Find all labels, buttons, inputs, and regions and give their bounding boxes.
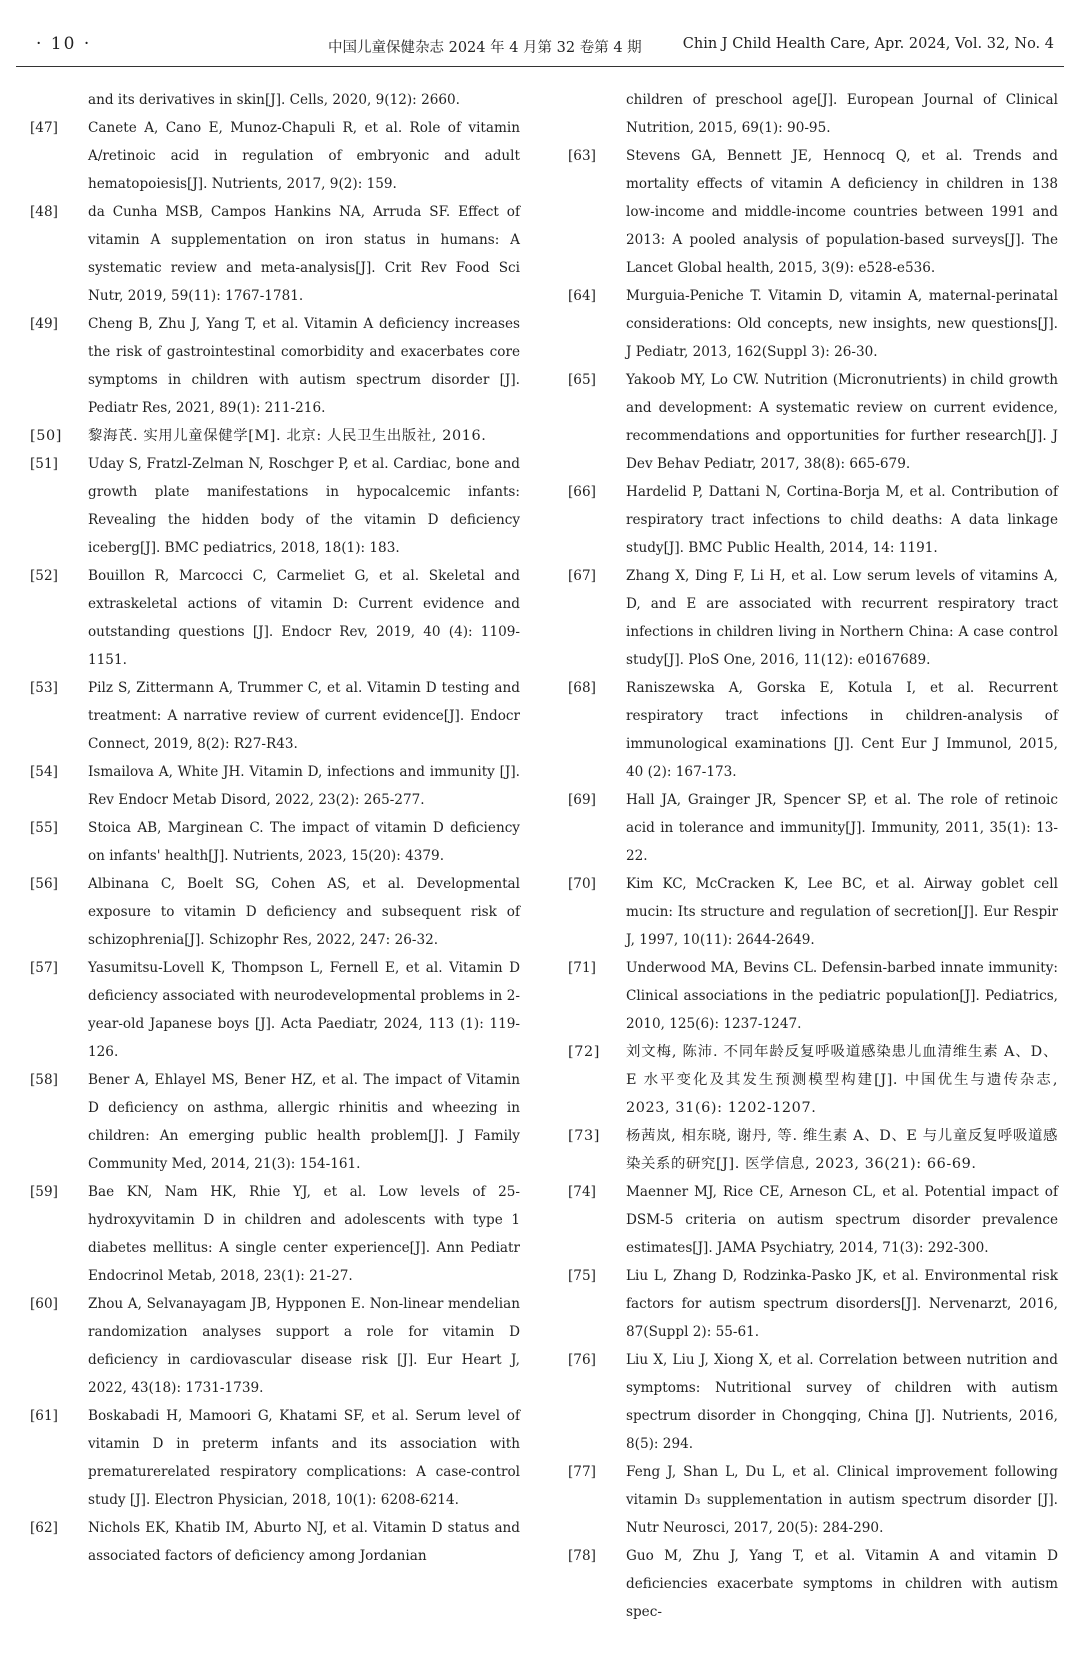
reference-number: [63] xyxy=(568,148,596,164)
reference-text: Stevens GA, Bennett JE, Hennocq Q, et al. Trends and mortality effects of vitamin A deficiency in children in 138 low-income and middle-income countries between 1991 and 2013: A pooled analysis of population-based surveys[J]. The Lancet Global health, 2015, 3(9): e528-e536. xyxy=(626,148,1058,276)
reference-text: Yasumitsu-Lovell K, Thompson L, Fernell E, et al. Vitamin D deficiency associated with neurodevelopmental problems in 2-year-old Japanese boys [J]. Acta Paediatr, 2024, 113 (1): 119-126. xyxy=(88,960,520,1060)
reference-number: [59] xyxy=(30,1184,58,1200)
reference-text: Ismailova A, White JH. Vitamin D, infections and immunity [J]. Rev Endocr Metab Disord, 2022, 23(2): 265-277. xyxy=(88,764,520,808)
reference-item xyxy=(30,114,520,198)
reference-number: [72] xyxy=(568,1044,600,1060)
reference-number: [70] xyxy=(568,876,596,892)
reference-text: Zhou A, Selvanayagam JB, Hypponen E. Non-linear mendelian randomization analyses support a role for vitamin D deficiency in cardiovascular disease risk [J]. Eur Heart J, 2022, 43(18): 1731-1739. xyxy=(88,1296,520,1396)
reference-text: Cheng B, Zhu J, Yang T, et al. Vitamin A deficiency increases the risk of gastrointestinal comorbidity and exacerbates core symptoms in children with autism spectrum disorder [J]. Pediatr Res, 2021, 89(1): 211-216. xyxy=(88,316,520,416)
reference-item xyxy=(30,870,520,954)
reference-number: [71] xyxy=(568,960,596,976)
reference-item xyxy=(568,954,1058,1038)
reference-number: [64] xyxy=(568,288,596,304)
reference-text: Uday S, Fratzl-Zelman N, Roschger P, et al. Cardiac, bone and growth plate manifestations in hypocalcemic infants: Revealing the hidden body of the vitamin D deficiency iceberg[J]. BMC pediatrics, 2018, 18(1): 183. xyxy=(88,456,520,556)
reference-text: Liu L, Zhang D, Rodzinka-Pasko JK, et al. Environmental risk factors for autism spectrum disorders[J]. Nervenarzt, 2016, 87(Suppl 2): 55-61. xyxy=(626,1268,1058,1340)
reference-item xyxy=(30,198,520,310)
reference-item xyxy=(568,1458,1058,1542)
reference-number: [60] xyxy=(30,1296,58,1312)
reference-item xyxy=(568,1262,1058,1346)
reference-item xyxy=(30,1178,520,1290)
reference-item xyxy=(568,1178,1058,1262)
reference-item xyxy=(30,674,520,758)
reference-item xyxy=(568,142,1058,282)
reference-number: [58] xyxy=(30,1072,58,1088)
reference-item xyxy=(568,282,1058,366)
reference-text: Underwood MA, Bevins CL. Defensin-barbed innate immunity: Clinical associations in the pediatric population[J]. Pediatrics, 2010, 125(6): 1237-1247. xyxy=(626,960,1058,1032)
reference-number: [68] xyxy=(568,680,596,696)
reference-text: Feng J, Shan L, Du L, et al. Clinical improvement following vitamin D₃ supplementation in autism spectrum disorder [J]. Nutr Neurosci, 2017, 20(5): 284-290. xyxy=(626,1464,1058,1536)
reference-item xyxy=(30,450,520,562)
reference-item xyxy=(30,1066,520,1178)
references-left-column xyxy=(30,86,520,1570)
reference-number: [67] xyxy=(568,568,596,584)
reference-text: da Cunha MSB, Campos Hankins NA, Arruda SF. Effect of vitamin A supplementation on iron status in humans: A systematic review and meta-analysis[J]. Crit Rev Food Sci Nutr, 2019, 59(11): 1767-1781. xyxy=(88,204,520,304)
references-right-column xyxy=(568,86,1058,1626)
reference-item xyxy=(30,1290,520,1402)
reference-number: [54] xyxy=(30,764,58,780)
reference-text: Bouillon R, Marcocci C, Carmeliet G, et al. Skeletal and extraskeletal actions of vitamin D: Current evidence and outstanding questions [J]. Endocr Rev, 2019, 40 (4): 1109-1151. xyxy=(88,568,520,668)
reference-item xyxy=(568,674,1058,786)
reference-item xyxy=(30,758,520,814)
reference-text: Albinana C, Boelt SG, Cohen AS, et al. Developmental exposure to vitamin D deficiency and subsequent risk of schizophrenia[J]. Schizophr Res, 2022, 247: 26-32. xyxy=(88,876,520,948)
reference-number: [47] xyxy=(30,120,58,136)
reference-number: [53] xyxy=(30,680,58,696)
reference-number: [50] xyxy=(30,428,62,444)
reference-number: [76] xyxy=(568,1352,596,1368)
reference-item xyxy=(568,1038,1058,1122)
reference-number: [62] xyxy=(30,1520,58,1536)
reference-number: [78] xyxy=(568,1548,596,1564)
reference-text: children of preschool age[J]. European Journal of Clinical Nutrition, 2015, 69(1): 90-95. xyxy=(626,92,1058,136)
reference-text: Liu X, Liu J, Xiong X, et al. Correlation between nutrition and symptoms: Nutritional survey of children with autism spectrum disorder in Chongqing, China [J]. Nutrients, 2016, 8(5): 294. xyxy=(626,1352,1058,1452)
reference-number: [57] xyxy=(30,960,58,976)
reference-text: Nichols EK, Khatib IM, Aburto NJ, et al. Vitamin D status and associated factors of deficiency among Jordanian xyxy=(88,1520,520,1564)
reference-number: [65] xyxy=(568,372,596,388)
reference-number: [69] xyxy=(568,792,596,808)
reference-text: Murguia-Peniche T. Vitamin D, vitamin A, maternal-perinatal considerations: Old concepts, new insights, new questions[J]. J Pediatr, 2013, 162(Suppl 3): 26-30. xyxy=(626,288,1058,360)
reference-text: Yakoob MY, Lo CW. Nutrition (Micronutrients) in child growth and development: A systematic review on current evidence, recommendations and opportunities for further research[J]. J Dev Behav Pediatr, 2017, 38(8): 665-679. xyxy=(626,372,1058,472)
reference-text: Zhang X, Ding F, Li H, et al. Low serum levels of vitamins A, D, and E are associated with recurrent respiratory tract infections in children living in Northern China: A case control study[J]. PloS One, 2016, 11(12): e0167689. xyxy=(626,568,1058,668)
journal-title-en: Chin J Child Health Care, Apr. 2024, Vol. 32, No. 4 xyxy=(682,36,1054,52)
reference-number: [77] xyxy=(568,1464,596,1480)
reference-number: [56] xyxy=(30,876,58,892)
reference-text: Stoica AB, Marginean C. The impact of vitamin D deficiency on infants' health[J]. Nutrients, 2023, 15(20): 4379. xyxy=(88,820,520,864)
reference-number: [74] xyxy=(568,1184,596,1200)
reference-item xyxy=(568,1542,1058,1626)
reference-number: [51] xyxy=(30,456,58,472)
reference-text: Kim KC, McCracken K, Lee BC, et al. Airway goblet cell mucin: Its structure and regulation of secretion[J]. Eur Respir J, 1997, 10(11): 2644-2649. xyxy=(626,876,1058,948)
reference-item xyxy=(568,562,1058,674)
reference-number: [48] xyxy=(30,204,58,220)
reference-text: Hardelid P, Dattani N, Cortina-Borja M, et al. Contribution of respiratory tract infections to child deaths: A data linkage study[J]. BMC Public Health, 2014, 14: 1191. xyxy=(626,484,1058,556)
reference-text: Boskabadi H, Mamoori G, Khatami SF, et al. Serum level of vitamin D in preterm infants and its association with prematurerelated respiratory complications: A case-control study [J]. Electron Physician, 2018, 10(1): 6208-6214. xyxy=(88,1408,520,1508)
reference-text: and its derivatives in skin[J]. Cells, 2020, 9(12): 2660. xyxy=(88,92,461,108)
reference-text: 杨茜岚, 相东晓, 谢丹, 等. 维生素 A、D、E 与儿童反复呼吸道感染关系的研究[J]. 医学信息, 2023, 36(21): 66-69. xyxy=(626,1128,1058,1172)
reference-item xyxy=(568,1346,1058,1458)
reference-item xyxy=(568,478,1058,562)
reference-item xyxy=(30,86,520,114)
reference-number: [55] xyxy=(30,820,58,836)
reference-text: Bener A, Ehlayel MS, Bener HZ, et al. The impact of Vitamin D deficiency on asthma, allergic rhinitis and wheezing in children: An emerging public health problem[J]. J Family Community Med, 2014, 21(3): 154-161. xyxy=(88,1072,520,1172)
reference-item xyxy=(568,86,1058,142)
reference-text: Canete A, Cano E, Munoz-Chapuli R, et al. Role of vitamin A/retinoic acid in regulation of embryonic and adult hematopoiesis[J]. Nutrients, 2017, 9(2): 159. xyxy=(88,120,520,192)
reference-item xyxy=(568,1122,1058,1178)
reference-number: [75] xyxy=(568,1268,596,1284)
reference-item xyxy=(568,366,1058,478)
reference-text: Raniszewska A, Gorska E, Kotula I, et al. Recurrent respiratory tract infections in children-analysis of immunological examinations [J]. Cent Eur J Immunol, 2015, 40 (2): 167-173. xyxy=(626,680,1058,780)
journal-title-cn: 中国儿童保健杂志 2024 年 4 月第 32 卷第 4 期 xyxy=(328,40,642,56)
page-header xyxy=(16,30,1064,67)
reference-text: 黎海芪. 实用儿童保健学[M]. 北京: 人民卫生出版社, 2016. xyxy=(88,428,487,444)
page-number: · 10 · xyxy=(36,34,92,54)
reference-number: [52] xyxy=(30,568,58,584)
reference-number: [49] xyxy=(30,316,58,332)
reference-text: 刘文梅, 陈沛. 不同年龄反复呼吸道感染患儿血清维生素 A、D、E 水平变化及其发生预测模型构建[J]. 中国优生与遗传杂志, 2023, 31(6): 1202-1207. xyxy=(626,1044,1058,1116)
reference-number: [73] xyxy=(568,1128,600,1144)
reference-item xyxy=(568,786,1058,870)
reference-item xyxy=(30,422,520,450)
reference-item xyxy=(30,310,520,422)
reference-text: Maenner MJ, Rice CE, Arneson CL, et al. Potential impact of DSM-5 criteria on autism spectrum disorder prevalence estimates[J]. JAMA Psychiatry, 2014, 71(3): 292-300. xyxy=(626,1184,1058,1256)
reference-text: Pilz S, Zittermann A, Trummer C, et al. Vitamin D testing and treatment: A narrative review of current evidence[J]. Endocr Connect, 2019, 8(2): R27-R43. xyxy=(88,680,520,752)
reference-item xyxy=(30,562,520,674)
reference-item xyxy=(30,814,520,870)
reference-text: Bae KN, Nam HK, Rhie YJ, et al. Low levels of 25-hydroxyvitamin D in children and adolescents with type 1 diabetes mellitus: A single center experience[J]. Ann Pediatr Endocrinol Metab, 2018, 23(1): 21-27. xyxy=(88,1184,520,1284)
reference-item xyxy=(30,954,520,1066)
reference-text: Guo M, Zhu J, Yang T, et al. Vitamin A and vitamin D deficiencies exacerbate symptoms in children with autism spec- xyxy=(626,1548,1058,1620)
reference-number: [61] xyxy=(30,1408,58,1424)
reference-item xyxy=(30,1514,520,1570)
reference-text: Hall JA, Grainger JR, Spencer SP, et al. The role of retinoic acid in tolerance and immunity[J]. Immunity, 2011, 35(1): 13-22. xyxy=(626,792,1058,864)
reference-item xyxy=(30,1402,520,1514)
reference-item xyxy=(568,870,1058,954)
reference-number: [66] xyxy=(568,484,596,500)
